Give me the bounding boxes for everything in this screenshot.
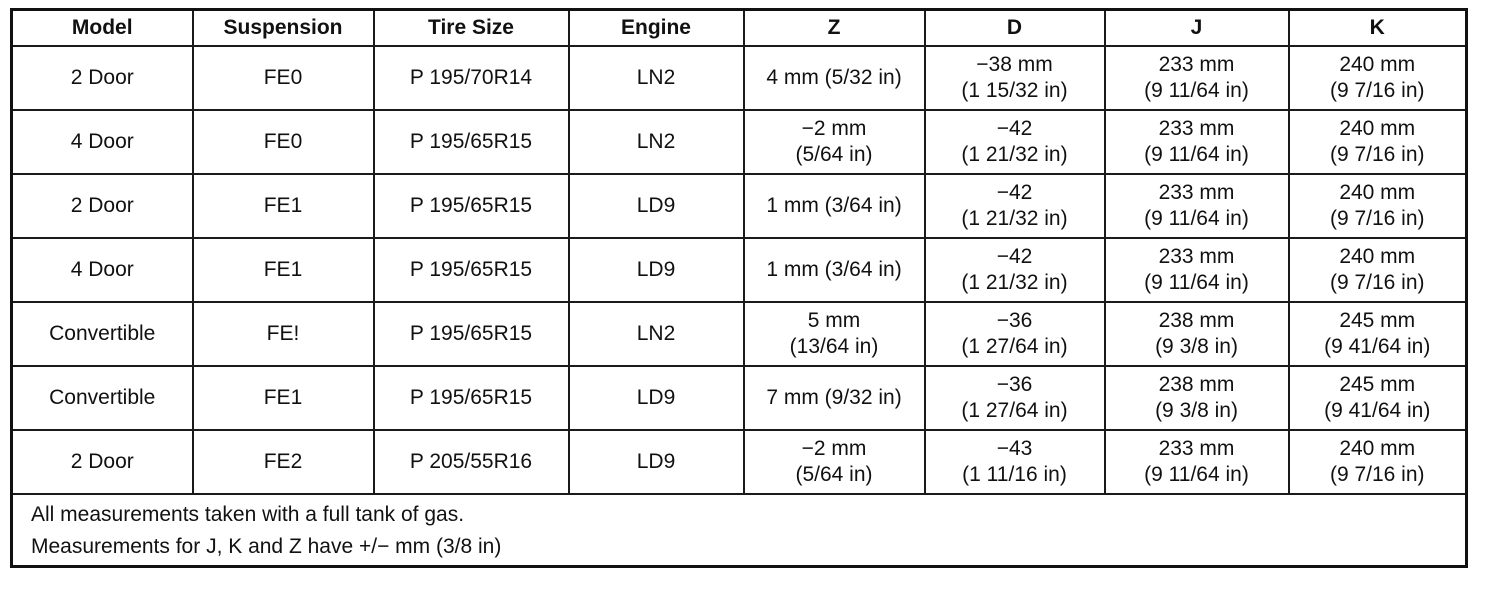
cell-d — [925, 430, 1105, 494]
cell-suspension: FE1 — [193, 238, 374, 302]
cell-z-line: (5/64 in) — [795, 463, 873, 486]
cell-z — [744, 302, 925, 366]
col-header-model: Model — [12, 10, 193, 47]
cell-z-line: (13/64 in) — [789, 335, 879, 358]
cell-model: 2 Door — [12, 174, 193, 238]
cell-k — [1289, 238, 1467, 302]
cell-suspension: FE0 — [193, 46, 374, 110]
cell-z — [744, 46, 925, 110]
cell-j-line: 233 mm — [1158, 245, 1235, 268]
cell-j-line: (9 11/64 in) — [1144, 207, 1249, 230]
cell-z-line: 7 mm (9/32 in) — [766, 386, 902, 409]
cell-k-line: 245 mm — [1339, 373, 1416, 396]
cell-k-line: 240 mm — [1339, 53, 1416, 76]
cell-z — [744, 430, 925, 494]
cell-z-line: (5/64 in) — [795, 143, 873, 166]
cell-k — [1289, 430, 1467, 494]
cell-suspension: FE0 — [193, 110, 374, 174]
cell-k-line: 245 mm — [1339, 309, 1416, 332]
cell-tire-size: P 195/65R15 — [374, 302, 569, 366]
cell-k — [1289, 174, 1467, 238]
cell-j — [1105, 302, 1289, 366]
cell-model: Convertible — [12, 366, 193, 430]
cell-d-line: (1 27/64 in) — [961, 399, 1068, 422]
cell-j-line: (9 3/8 in) — [1155, 399, 1238, 422]
cell-engine: LD9 — [569, 174, 744, 238]
cell-d-line: (1 21/32 in) — [961, 143, 1068, 166]
cell-k — [1289, 46, 1467, 110]
cell-model: Convertible — [12, 302, 193, 366]
cell-k — [1289, 302, 1467, 366]
cell-j-line: 238 mm — [1158, 373, 1235, 396]
cell-d — [925, 46, 1105, 110]
notes-cell — [12, 494, 1467, 567]
cell-suspension: FE1 — [193, 174, 374, 238]
cell-engine: LN2 — [569, 46, 744, 110]
col-header-k: K — [1289, 10, 1467, 47]
cell-j-line: 233 mm — [1158, 53, 1235, 76]
table-row — [12, 430, 1467, 494]
cell-d-line: −42 — [996, 245, 1033, 268]
table-row — [12, 46, 1467, 110]
cell-k — [1289, 366, 1467, 430]
cell-d-line: −43 — [996, 437, 1033, 460]
cell-tire-size: P 205/55R16 — [374, 430, 569, 494]
cell-model: 2 Door — [12, 46, 193, 110]
cell-tire-size: P 195/65R15 — [374, 174, 569, 238]
cell-model: 2 Door — [12, 430, 193, 494]
cell-j-line: 233 mm — [1158, 181, 1235, 204]
cell-j — [1105, 46, 1289, 110]
table-row — [12, 110, 1467, 174]
cell-d-line: (1 15/32 in) — [961, 79, 1068, 102]
cell-d-line: (1 21/32 in) — [961, 271, 1068, 294]
cell-k-line: (9 7/16 in) — [1329, 143, 1425, 166]
cell-j-line: (9 11/64 in) — [1144, 271, 1249, 294]
cell-tire-size: P 195/65R15 — [374, 238, 569, 302]
cell-k-line: 240 mm — [1339, 437, 1416, 460]
cell-j — [1105, 366, 1289, 430]
col-header-d: D — [925, 10, 1105, 47]
cell-z-line: −2 mm — [801, 117, 867, 140]
cell-tire-size: P 195/65R15 — [374, 110, 569, 174]
cell-d-line: (1 11/16 in) — [962, 463, 1067, 486]
table-row — [12, 174, 1467, 238]
cell-d — [925, 302, 1105, 366]
note-line: Measurements for J, K and Z have +/− mm (3/8 in) — [31, 535, 502, 558]
cell-j-line: (9 11/64 in) — [1144, 79, 1249, 102]
cell-j-line: (9 11/64 in) — [1144, 143, 1249, 166]
cell-d-line: −42 — [996, 117, 1033, 140]
note-line: All measurements taken with a full tank of gas. — [31, 503, 465, 526]
cell-k-line: 240 mm — [1339, 181, 1416, 204]
cell-model: 4 Door — [12, 110, 193, 174]
table-row — [12, 238, 1467, 302]
vehicle-measurement-table — [10, 8, 1468, 568]
cell-z-line: 4 mm (5/32 in) — [766, 66, 902, 89]
cell-engine: LN2 — [569, 302, 744, 366]
cell-suspension: FE! — [193, 302, 374, 366]
cell-k-line: (9 7/16 in) — [1329, 271, 1425, 294]
cell-k-line: (9 7/16 in) — [1329, 463, 1425, 486]
cell-suspension: FE2 — [193, 430, 374, 494]
col-header-z: Z — [744, 10, 925, 47]
cell-d-line: −36 — [996, 309, 1033, 332]
cell-j-line: 233 mm — [1158, 437, 1235, 460]
header-row — [12, 10, 1467, 47]
cell-engine: LD9 — [569, 366, 744, 430]
cell-j-line: (9 3/8 in) — [1155, 335, 1238, 358]
cell-d — [925, 110, 1105, 174]
col-header-j: J — [1105, 10, 1289, 47]
cell-z — [744, 174, 925, 238]
cell-tire-size: P 195/70R14 — [374, 46, 569, 110]
cell-k — [1289, 110, 1467, 174]
notes-row — [12, 494, 1467, 567]
cell-d-line: (1 21/32 in) — [961, 207, 1068, 230]
cell-d — [925, 366, 1105, 430]
cell-k-line: 240 mm — [1339, 117, 1416, 140]
table-row — [12, 366, 1467, 430]
col-header-suspension: Suspension — [193, 10, 374, 47]
cell-z — [744, 110, 925, 174]
cell-suspension: FE1 — [193, 366, 374, 430]
cell-engine: LN2 — [569, 110, 744, 174]
cell-z-line: −2 mm — [801, 437, 867, 460]
cell-d-line: −38 mm — [976, 53, 1053, 76]
cell-d-line: −42 — [996, 181, 1033, 204]
cell-k-line: 240 mm — [1339, 245, 1416, 268]
cell-d — [925, 238, 1105, 302]
cell-d-line: (1 27/64 in) — [961, 335, 1068, 358]
cell-j — [1105, 430, 1289, 494]
cell-z — [744, 238, 925, 302]
cell-z-line: 5 mm — [807, 309, 861, 332]
cell-j — [1105, 238, 1289, 302]
cell-k-line: (9 41/64 in) — [1324, 399, 1431, 422]
cell-z-line: 1 mm (3/64 in) — [766, 258, 902, 281]
cell-k-line: (9 7/16 in) — [1329, 207, 1425, 230]
cell-j-line: 238 mm — [1158, 309, 1235, 332]
cell-z-line: 1 mm (3/64 in) — [766, 194, 902, 217]
cell-model: 4 Door — [12, 238, 193, 302]
col-header-tire-size: Tire Size — [374, 10, 569, 47]
cell-j-line: (9 11/64 in) — [1144, 463, 1249, 486]
cell-z — [744, 366, 925, 430]
cell-d — [925, 174, 1105, 238]
cell-engine: LD9 — [569, 430, 744, 494]
cell-j — [1105, 174, 1289, 238]
cell-j-line: 233 mm — [1158, 117, 1235, 140]
cell-j — [1105, 110, 1289, 174]
cell-tire-size: P 195/65R15 — [374, 366, 569, 430]
table-row — [12, 302, 1467, 366]
col-header-engine: Engine — [569, 10, 744, 47]
cell-k-line: (9 41/64 in) — [1324, 335, 1431, 358]
spec-table-container — [10, 8, 1468, 568]
cell-engine: LD9 — [569, 238, 744, 302]
cell-d-line: −36 — [996, 373, 1033, 396]
cell-k-line: (9 7/16 in) — [1329, 79, 1425, 102]
